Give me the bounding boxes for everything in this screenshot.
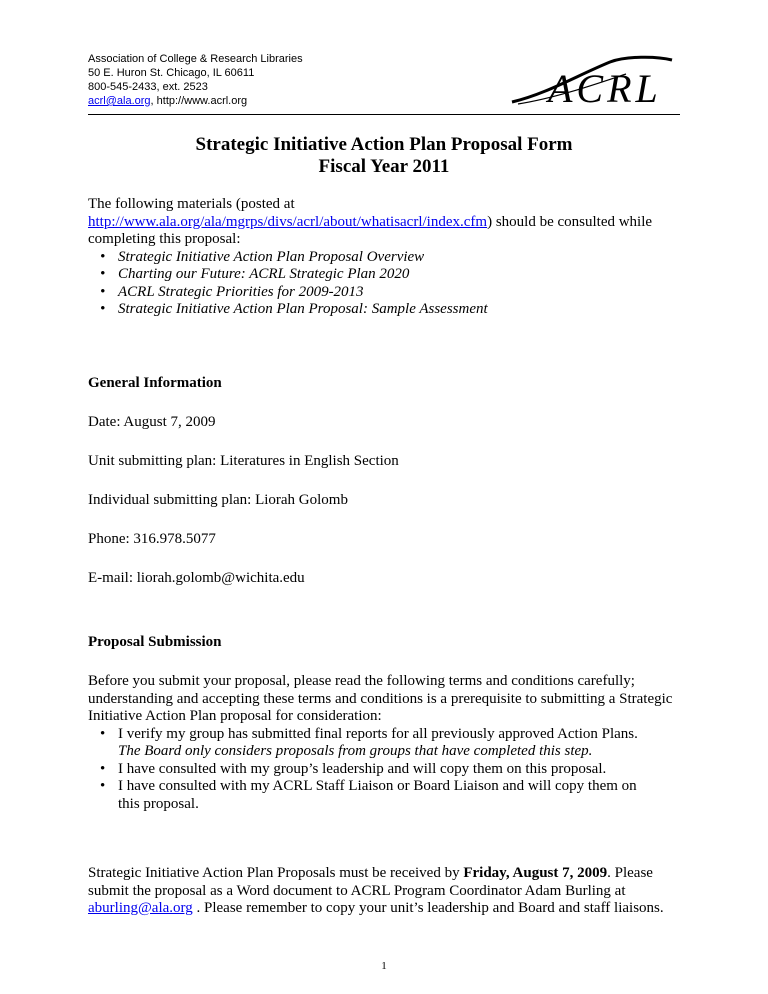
street-address: 50 E. Huron St. Chicago, IL 60611	[88, 67, 255, 79]
general-info-heading: General Information	[88, 375, 222, 391]
intro-post: ) should be consulted while	[487, 213, 653, 230]
submission-terms	[88, 673, 688, 813]
acrl-logo	[506, 54, 676, 116]
deadline-pre: Strategic Initiative Action Plan Proposals must be received by	[88, 865, 464, 881]
submission-email-link[interactable]: aburling@ala.org	[88, 900, 193, 916]
intro-line-3: completing this proposal:	[88, 231, 241, 247]
title-line-2: Fiscal Year 2011	[318, 156, 450, 177]
email-link[interactable]: acrl@ala.org	[88, 95, 151, 107]
title-line-1: Strategic Initiative Action Plan Proposal Form	[195, 134, 573, 155]
list-item	[88, 778, 688, 813]
deadline-line-1	[88, 865, 688, 883]
deadline-line-3-post: . Please remember to copy your unit’s leadership and Board and staff liaisons.	[192, 900, 664, 916]
list-item: • Strategic Initiative Action Plan Proposal Overview	[88, 249, 688, 267]
phone-number: 800-545-2433, ext. 2523	[88, 81, 208, 93]
intro-line-2	[88, 214, 688, 232]
terms-line-3: Initiative Action Plan proposal for consideration:	[88, 708, 382, 724]
submission-heading	[88, 634, 688, 652]
website-url[interactable]: http://www.acrl.org	[156, 95, 248, 107]
email-field: E-mail: liorah.golomb@wichita.edu	[88, 570, 305, 586]
terms-list	[88, 726, 688, 814]
unit-field: Unit submitting plan: Literatures in English Section	[88, 453, 399, 469]
intro-section	[88, 196, 688, 319]
list-item: • Charting our Future: ACRL Strategic Plan 2020	[88, 266, 688, 284]
logo-text: ACRL	[548, 66, 662, 111]
org-name: Association of College & Research Libraries	[88, 53, 303, 65]
contact-line	[88, 94, 303, 108]
term-1-note: The Board only considers proposals from groups that have completed this step.	[118, 743, 593, 759]
materials-list	[88, 249, 688, 319]
terms-line-2: understanding and accepting these terms and conditions is a prerequisite to submitting a Strategic	[88, 690, 673, 707]
deadline-post: . Please	[607, 865, 653, 881]
intro-line-1: The following materials (posted at	[88, 196, 295, 212]
phone-field: Phone: 316.978.5077	[88, 531, 216, 547]
terms-line-1: Before you submit your proposal, please read the following terms and conditions carefully;	[88, 673, 635, 689]
header-divider	[88, 114, 680, 115]
letterhead	[88, 52, 680, 114]
materials-link[interactable]: http://www.ala.org/ala/mgrps/divs/acrl/about/whatisacrl/index.cfm	[88, 213, 488, 230]
deadline-line-2: submit the proposal as a Word document to ACRL Program Coordinator Adam Burling at	[88, 882, 626, 899]
form-title	[88, 134, 680, 178]
list-item	[88, 726, 688, 761]
term-3-line-2: this proposal.	[118, 795, 199, 812]
page-number: 1	[381, 960, 387, 972]
general-info-section	[88, 375, 688, 393]
individual-field: Individual submitting plan: Liorah Golomb	[88, 492, 348, 508]
address-block	[88, 52, 303, 108]
date-field: Date: August 7, 2009	[88, 414, 216, 430]
deadline-date: Friday, August 7, 2009	[463, 865, 608, 881]
deadline-line-3	[88, 900, 688, 918]
list-item: • I have consulted with my group’s leadership and will copy them on this proposal.	[88, 761, 688, 779]
submission-heading-text: Proposal Submission	[88, 634, 222, 650]
list-item: • Strategic Initiative Action Plan Proposal: Sample Assessment	[88, 301, 688, 319]
term-3-line-1: • I have consulted with my ACRL Staff Liaison or Board Liaison and will copy them on	[118, 778, 637, 794]
term-1: • I verify my group has submitted final reports for all previously approved Action Plans.	[118, 725, 638, 742]
list-item: • ACRL Strategic Priorities for 2009-2013	[88, 284, 688, 302]
deadline-paragraph	[88, 865, 688, 918]
contact-separator: ,	[150, 95, 157, 107]
